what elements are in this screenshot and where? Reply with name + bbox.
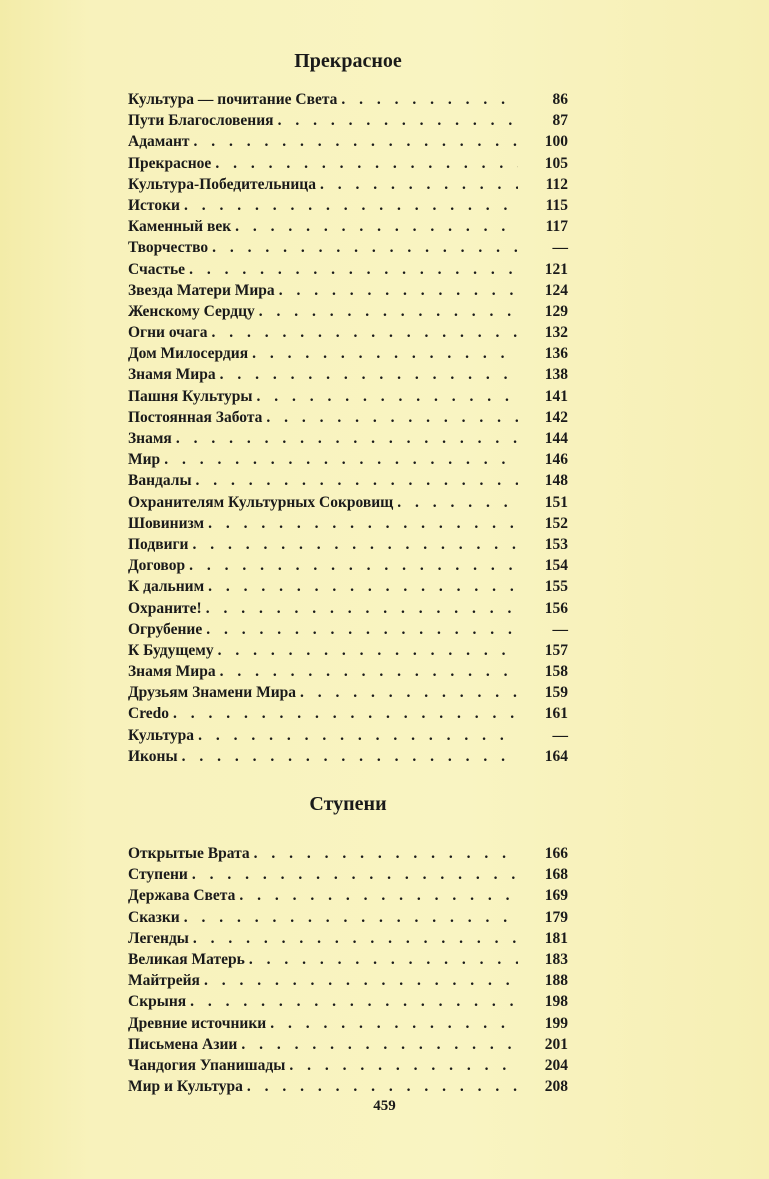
section-title: Ступени [309, 793, 387, 815]
toc-entry-title: Пути Благословения [128, 112, 274, 130]
toc-entry-title: Подвиги [128, 535, 189, 553]
toc-entry [128, 843, 568, 864]
dot-leader [341, 89, 518, 110]
dot-leader [259, 301, 518, 322]
dot-leader [206, 619, 518, 640]
dot-leader [189, 259, 518, 280]
toc-entry [128, 110, 568, 131]
toc-entry-title: Женскому Сердцу [128, 302, 255, 320]
toc-entry-page: 151 [544, 493, 568, 511]
folio-text: 459 [373, 1098, 396, 1114]
toc-entry-page: 168 [544, 866, 568, 884]
toc-entry-page: 208 [544, 1078, 568, 1096]
toc-entry-title: Держава Света [128, 887, 236, 905]
toc-entry [128, 1076, 568, 1097]
toc-entry [128, 237, 568, 258]
toc-entry-title: Мир и Культура [128, 1078, 243, 1096]
toc-entry [128, 195, 568, 216]
toc-entry [128, 991, 568, 1012]
toc-entry-title: Прекрасное [128, 154, 212, 172]
dot-leader [164, 449, 518, 470]
toc-entry-page: 158 [544, 663, 568, 681]
toc-entry [128, 449, 568, 470]
toc-entry-page: 198 [544, 993, 568, 1011]
dot-leader [247, 1076, 518, 1097]
dot-leader [173, 703, 518, 724]
dot-leader [239, 885, 518, 906]
toc-entry [128, 619, 568, 640]
toc-entry-title: Охранителям Культурных Сокровищ [128, 493, 394, 511]
dot-leader [204, 970, 518, 991]
toc-entry-title: Древние источники [128, 1014, 267, 1032]
toc-entry-page: 166 [544, 845, 568, 862]
toc-list [128, 843, 568, 1097]
toc-entry-page: 100 [544, 133, 568, 151]
dot-leader [182, 746, 518, 767]
toc-entry-page: 129 [544, 302, 568, 320]
toc-entry-title: Мир [128, 451, 161, 469]
toc-entry-page: 157 [544, 641, 568, 659]
toc-entry-page: 121 [544, 260, 568, 278]
toc-entry [128, 513, 568, 534]
toc-entry [128, 661, 568, 682]
toc-entry-title: Огни очага [128, 324, 208, 342]
toc-entry-title: Вандалы [128, 472, 192, 490]
toc-entry [128, 428, 568, 449]
toc-entry-page: 155 [544, 578, 568, 596]
dot-leader [218, 640, 518, 661]
dot-leader [252, 343, 518, 364]
dot-leader [212, 237, 518, 258]
toc-entry-page: 117 [545, 218, 568, 236]
toc-entry-title: Охраните! [128, 599, 202, 617]
toc-entry [128, 216, 568, 237]
toc-entry [128, 301, 568, 322]
dot-leader [320, 174, 518, 195]
toc-entry-page: 105 [544, 154, 568, 172]
dot-leader [211, 322, 518, 343]
toc-entry-page: 201 [544, 1035, 568, 1053]
toc-entry-title: Знамя Мира [128, 663, 216, 681]
toc-entry-page: 148 [544, 472, 568, 490]
dot-leader [270, 1013, 518, 1034]
section-title: Прекрасное [294, 50, 402, 72]
toc-list [128, 89, 568, 767]
toc-entry-page: 138 [544, 366, 568, 384]
toc-entry-page: 87 [552, 112, 568, 130]
dot-leader [397, 492, 518, 513]
dot-leader [184, 907, 518, 928]
dot-leader [190, 991, 518, 1012]
toc-entry-page: — [552, 620, 568, 638]
toc-entry [128, 576, 568, 597]
toc-entry-title: Постоянная Забота [128, 408, 263, 426]
dot-leader [184, 195, 518, 216]
toc-entry [128, 970, 568, 991]
toc-entry-title: Дом Милосердия [128, 345, 249, 363]
toc-entry [128, 864, 568, 885]
toc-entry-title: Договор [128, 557, 186, 575]
toc-entry-page: 136 [544, 345, 568, 363]
toc-entry [128, 725, 568, 746]
toc-entry [128, 682, 568, 703]
toc-entry-title: Знамя Мира [128, 366, 216, 384]
toc-entry-title: К дальним [128, 578, 205, 596]
toc-entry-page: 141 [544, 387, 568, 405]
toc-entry-page: 152 [544, 514, 568, 532]
page-number [0, 1098, 769, 1115]
toc-entry-title: Сказки [128, 908, 180, 926]
toc-entry [128, 1055, 568, 1076]
toc-entry [128, 907, 568, 928]
toc-entry-title: Великая Матерь [128, 950, 245, 968]
toc-entry-page: 153 [544, 535, 568, 553]
toc-entry-page: 199 [544, 1014, 568, 1032]
dot-leader [279, 280, 518, 301]
toc-entry-title: Credo [128, 705, 170, 723]
dot-leader [189, 555, 518, 576]
toc-entry [128, 259, 568, 280]
toc-entry-title: Друзьям Знамени Мира [128, 684, 297, 702]
toc-entry [128, 534, 568, 555]
dot-leader [176, 428, 518, 449]
toc-entry-page: 181 [544, 929, 568, 947]
toc-entry-title: Адамант [128, 133, 190, 151]
toc-entry [128, 364, 568, 385]
dot-leader [192, 534, 518, 555]
dot-leader [215, 153, 518, 174]
toc-entry-title: Звезда Матери Мира [128, 281, 275, 299]
toc-entry-page: 112 [545, 175, 568, 193]
toc-entry-title: Шовинизм [128, 514, 205, 532]
toc-entry-page: 86 [552, 91, 568, 108]
toc-entry-page: 179 [544, 908, 568, 926]
dot-leader [266, 407, 518, 428]
toc-entry [128, 598, 568, 619]
toc-section-prekrasnoe [128, 46, 568, 767]
toc-entry-title: Пашня Культуры [128, 387, 253, 405]
toc-entry [128, 640, 568, 661]
dot-leader [208, 513, 518, 534]
toc-entry-page: 159 [544, 684, 568, 702]
toc-entry-page: 183 [544, 950, 568, 968]
toc-entry [128, 89, 568, 110]
toc-entry [128, 555, 568, 576]
toc-section-stupeni [128, 789, 568, 1097]
dot-leader [289, 1055, 518, 1076]
dot-leader [194, 131, 518, 152]
dot-leader [192, 864, 518, 885]
dot-leader [196, 470, 518, 491]
dot-leader [220, 364, 518, 385]
toc-entry [128, 343, 568, 364]
toc-entry-page: 169 [544, 887, 568, 905]
toc-entry-title: Ступени [128, 866, 188, 884]
toc-entry [128, 280, 568, 301]
toc-entry-title: К Будущему [128, 641, 214, 659]
toc-entry-page: — [552, 726, 568, 744]
toc-entry-title: Чандогия Упанишады [128, 1056, 286, 1074]
toc-entry-page: 154 [544, 557, 568, 575]
dot-leader [193, 928, 518, 949]
dot-leader [300, 682, 518, 703]
toc-entry [128, 949, 568, 970]
toc-entry-page: 132 [544, 324, 568, 342]
toc-entry [128, 1034, 568, 1055]
toc-entry-page: 146 [544, 451, 568, 469]
dot-leader [220, 661, 518, 682]
toc-entry [128, 131, 568, 152]
toc-entry-page: 144 [544, 430, 568, 447]
toc-entry [128, 407, 568, 428]
toc-entry-title: Культура [128, 726, 195, 744]
toc-entry-page: — [552, 239, 568, 257]
toc-entry [128, 492, 568, 513]
toc-entry-title: Счастье [128, 260, 186, 278]
dot-leader [206, 598, 518, 619]
toc-entry [128, 1013, 568, 1034]
toc-entry-title: Знамя [128, 430, 172, 447]
dot-leader [249, 949, 518, 970]
toc-entry [128, 703, 568, 724]
toc-entry-page: 115 [545, 196, 568, 214]
toc-entry-title: Культура-Победительница [128, 175, 316, 193]
toc-entry-page: 161 [544, 705, 568, 723]
toc-entry-page: 188 [544, 972, 568, 990]
toc-entry-title: Огрубение [128, 620, 203, 638]
toc-entry [128, 386, 568, 407]
toc-entry-title: Творчество [128, 239, 209, 257]
toc-entry-title: Письмена Азии [128, 1035, 238, 1053]
dot-leader [241, 1034, 518, 1055]
toc-entry-page: 204 [544, 1056, 568, 1074]
toc-entry [128, 746, 568, 767]
dot-leader [208, 576, 518, 597]
dot-leader [278, 110, 518, 131]
toc-entry-title: Майтрейя [128, 972, 200, 990]
dot-leader [198, 725, 518, 746]
dot-leader [235, 216, 518, 237]
toc-entry-title: Истоки [128, 196, 180, 214]
toc-entry-title: Открытые Врата [128, 845, 250, 862]
toc-entry-title: Скрыня [128, 993, 187, 1011]
toc-entry-title: Каменный век [128, 218, 232, 236]
dot-leader [254, 843, 518, 864]
toc-entry-page: 124 [544, 281, 568, 299]
toc-entry-title: Культура — почитание Света [128, 91, 338, 108]
toc-entry-title: Легенды [128, 929, 189, 947]
toc-entry-title: Иконы [128, 747, 178, 765]
toc-entry-page: 164 [544, 747, 568, 765]
toc-entry [128, 928, 568, 949]
toc-entry [128, 322, 568, 343]
toc-entry-page: 156 [544, 599, 568, 617]
toc-entry [128, 885, 568, 906]
toc-entry [128, 470, 568, 491]
dot-leader [256, 386, 518, 407]
toc-entry-page: 142 [544, 408, 568, 426]
toc-entry [128, 174, 568, 195]
toc-entry [128, 153, 568, 174]
